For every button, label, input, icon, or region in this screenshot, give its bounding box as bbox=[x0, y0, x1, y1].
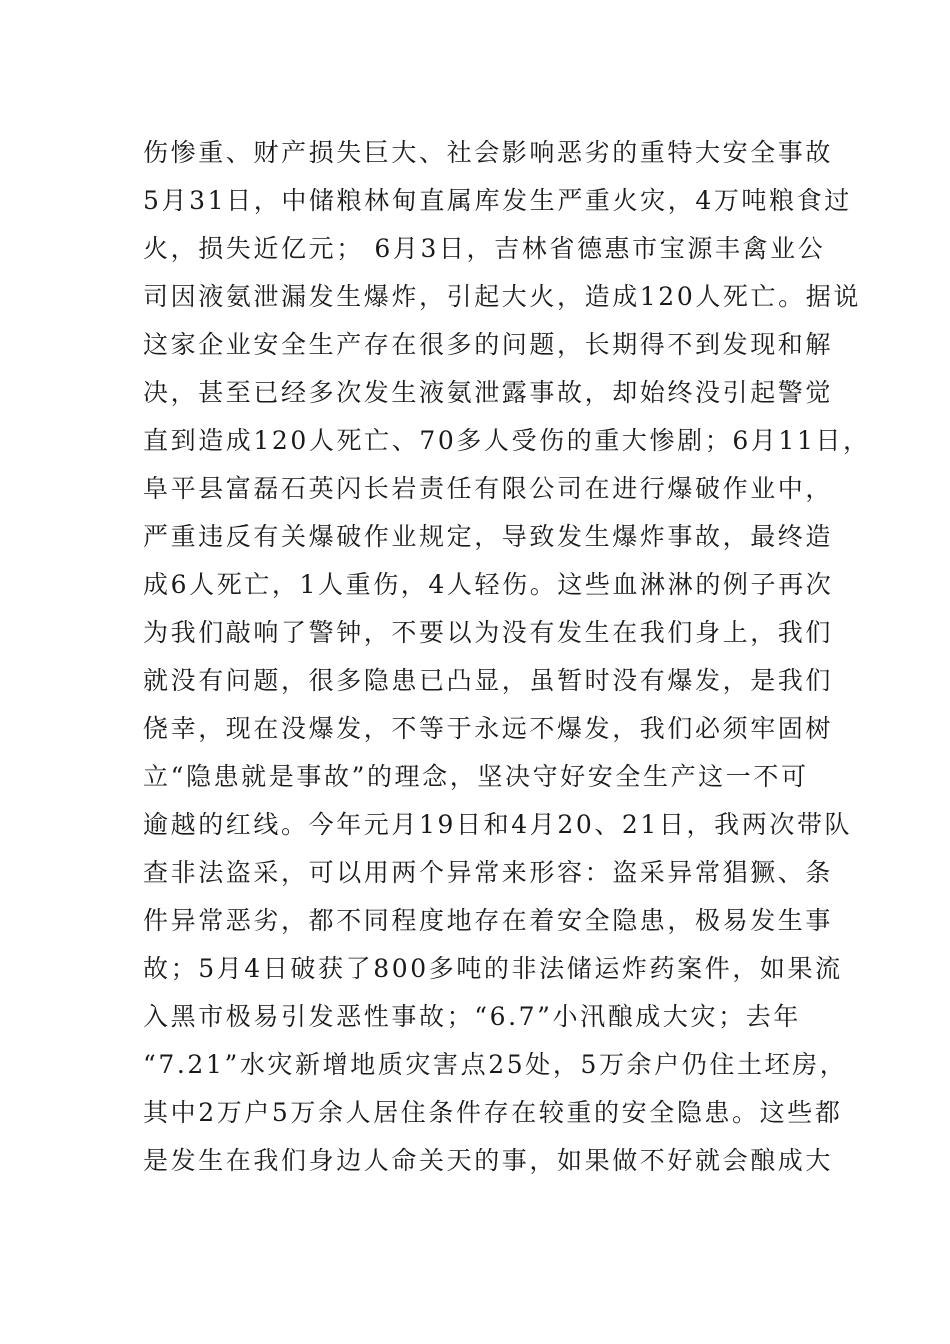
text-line: 件异常恶劣，都不同程度地存在着安全隐患，极易发生事 bbox=[143, 906, 834, 935]
text-line: 立“隐患就是事故”的理念，坚决守好安全生产这一不可 bbox=[143, 762, 809, 791]
text-line: 是发生在我们身边人命关天的事，如果做不好就会酿成大 bbox=[143, 1146, 834, 1175]
text-line: 决，甚至已经多次发生液氨泄露事故，却始终没引起警觉 bbox=[143, 378, 834, 407]
text-line: “7.21”水灾新增地质灾害点25处，5万余户仍住土坯房， bbox=[143, 1050, 848, 1079]
text-line: 其中2万户5万余人居住条件存在较重的安全隐患。这些都 bbox=[143, 1098, 843, 1127]
text-line: 火，损失近亿元； 6月3日，吉林省德惠市宝源丰禽业公 bbox=[143, 234, 826, 263]
text-line: 严重违反有关爆破作业规定，导致发生爆炸事故，最终造 bbox=[143, 522, 834, 551]
text-line: 阜平县富磊石英闪长岩责任有限公司在进行爆破作业中， bbox=[143, 474, 834, 503]
text-line: 查非法盗采，可以用两个异常来形容：盗采异常猖獗、条 bbox=[143, 858, 834, 887]
text-line: 侥幸，现在没爆发，不等于永远不爆发，我们必须牢固树 bbox=[143, 714, 834, 743]
text-line: 这家企业安全生产存在很多的问题，长期得不到发现和解 bbox=[143, 330, 834, 359]
text-line: 逾越的红线。今年元月19日和4月20、21日，我两次带队 bbox=[143, 810, 853, 839]
text-line: 5月31日，中储粮林甸直属库发生严重火灾，4万吨粮食过 bbox=[143, 186, 852, 215]
text-line: 司因液氨泄漏发生爆炸，引起大火，造成120人死亡。据说 bbox=[143, 282, 861, 311]
text-line: 直到造成120人死亡、70多人受伤的重大惨剧；6月11日， bbox=[143, 426, 871, 455]
text-line: 为我们敲响了警钟，不要以为没有发生在我们身上，我们 bbox=[143, 618, 834, 647]
text-line: 入黑市极易引发恶性事故；“6.7”小汛酿成大灾；去年 bbox=[143, 1002, 801, 1031]
text-line: 就没有问题，很多隐患已凸显，虽暂时没有爆发，是我们 bbox=[143, 666, 834, 695]
body-text bbox=[143, 129, 871, 1185]
text-line: 成6人死亡，1人重伤，4人轻伤。这些血淋淋的例子再次 bbox=[143, 570, 834, 599]
text-line: 伤惨重、财产损失巨大、社会影响恶劣的重特大安全事故 bbox=[143, 138, 834, 167]
text-line: 故；5月4日破获了800多吨的非法储运炸药案件，如果流 bbox=[143, 954, 843, 983]
